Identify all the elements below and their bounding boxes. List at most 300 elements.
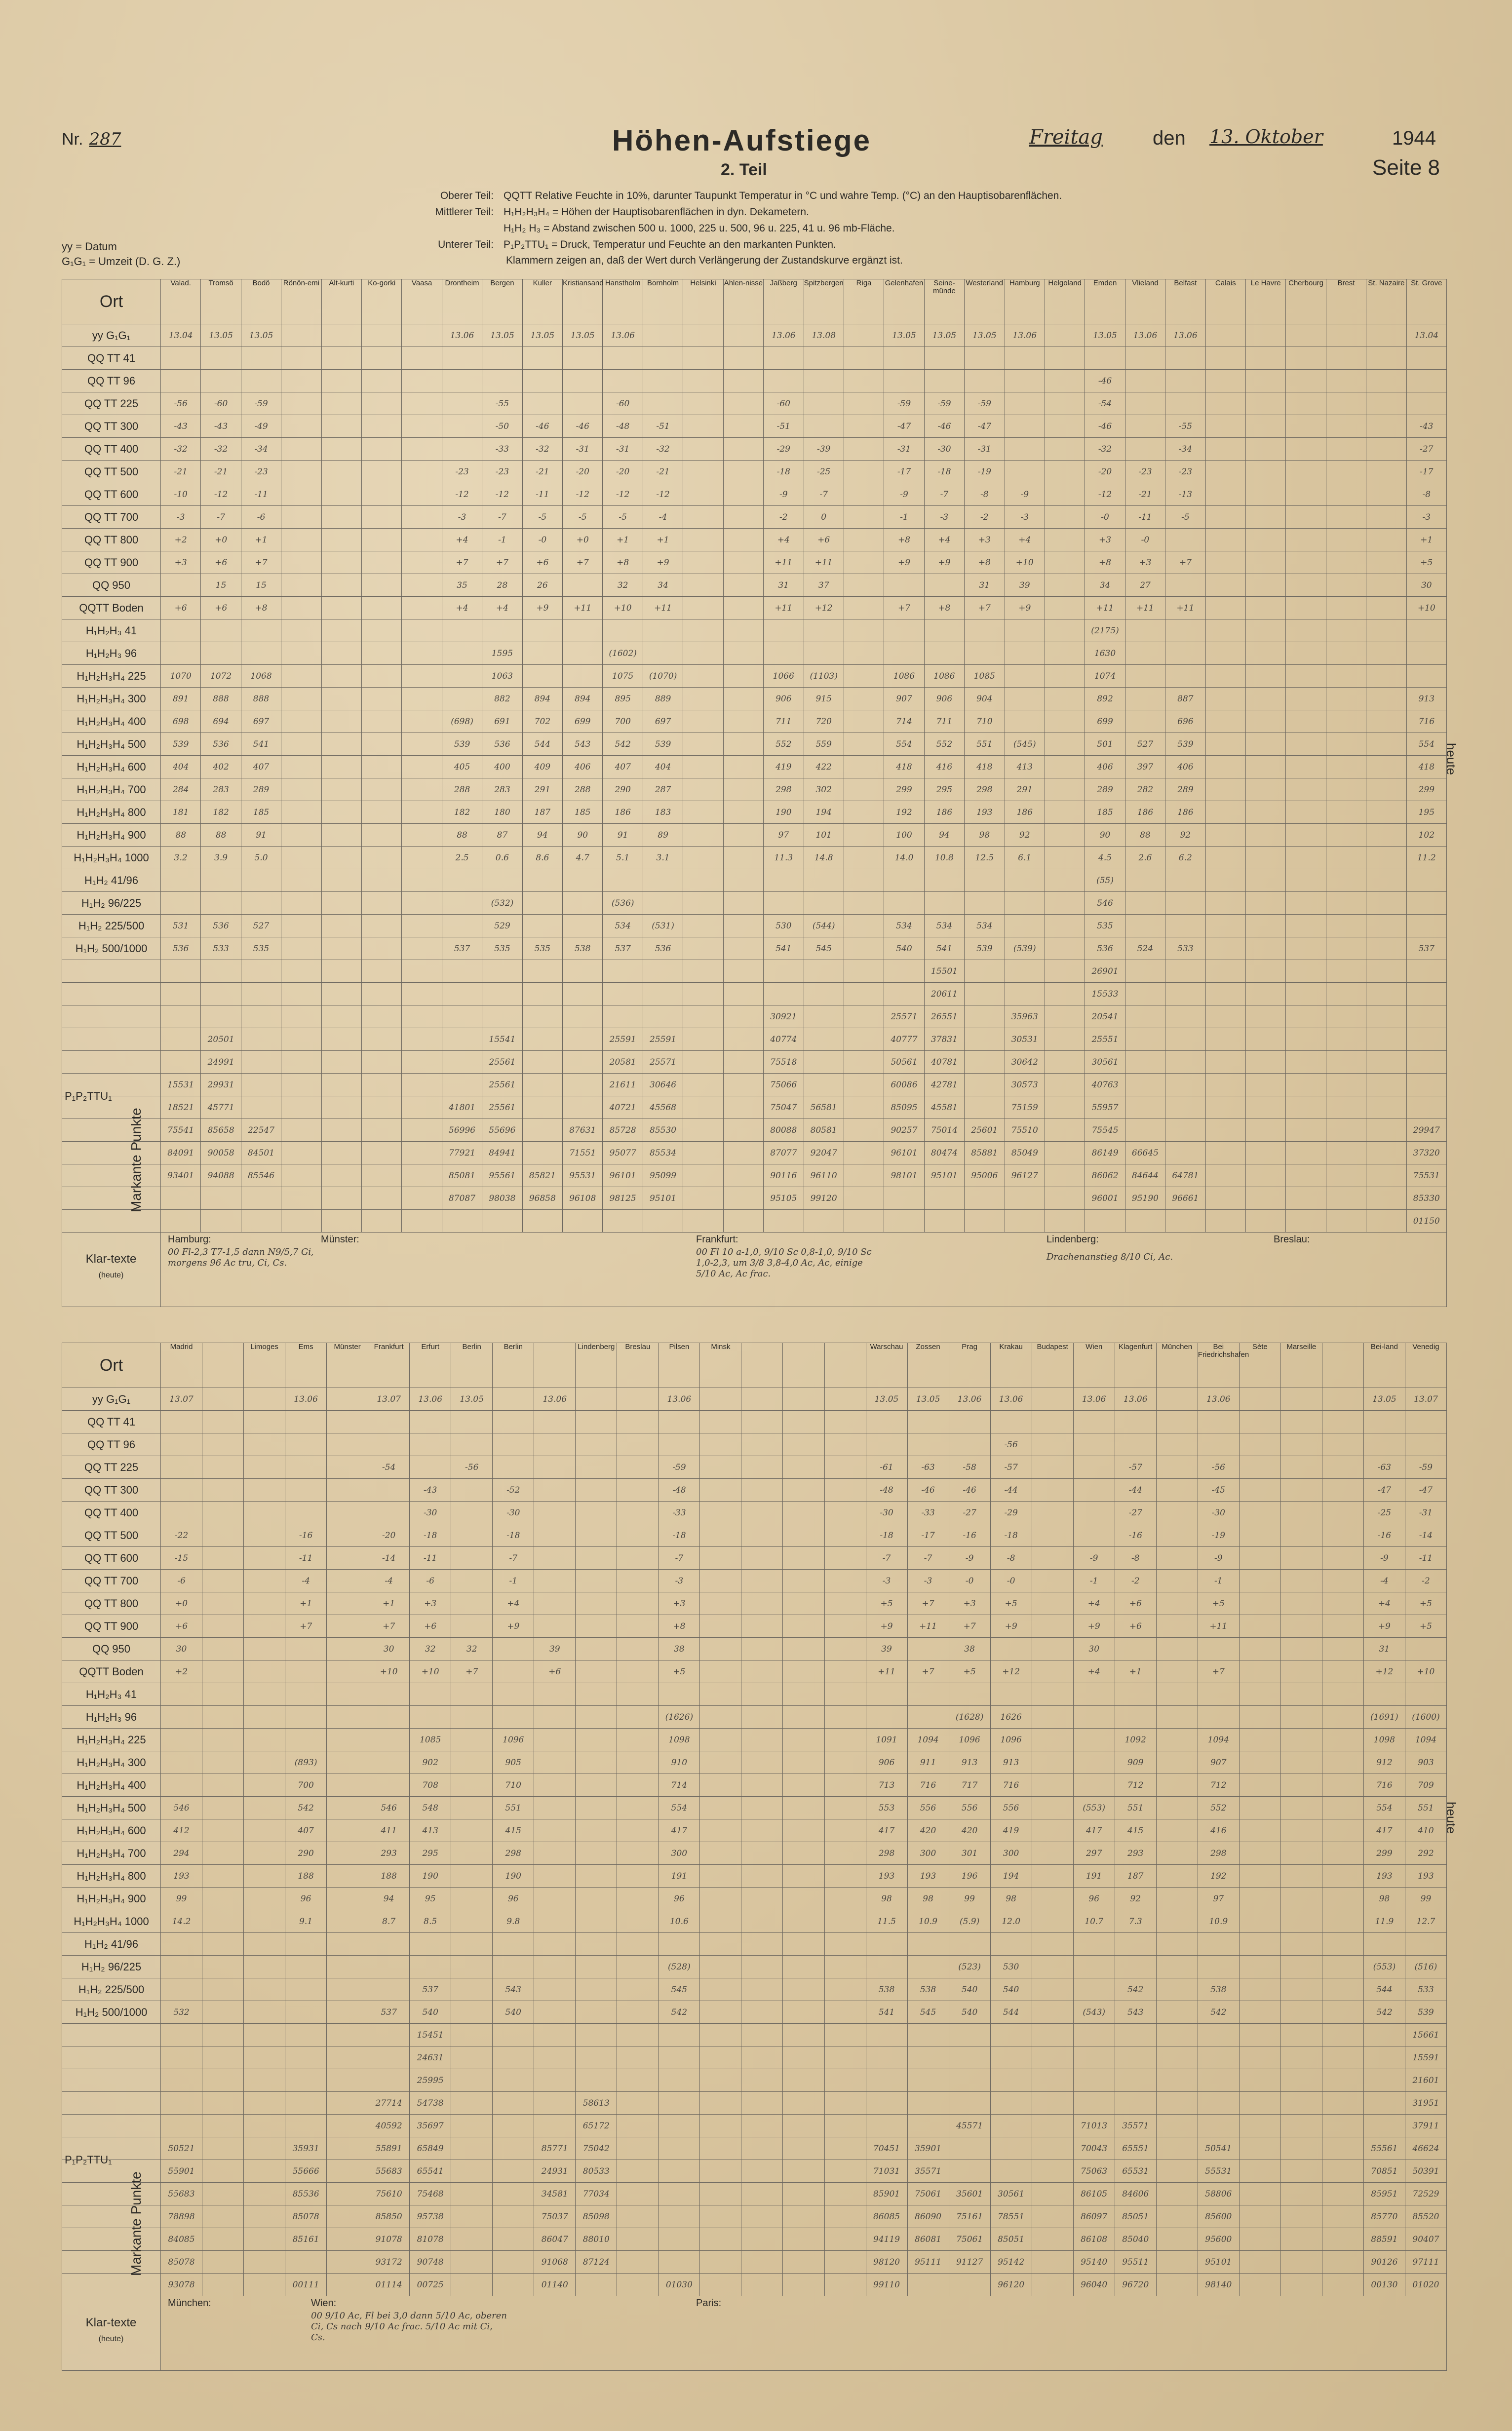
data-cell [321,778,361,801]
data-cell [451,1910,493,1933]
markante-cell [1032,2137,1073,2160]
station-header: Spitzbergen [804,279,844,324]
data-cell [1366,438,1406,461]
row-label: H₁H₂ 500/1000 [62,937,161,960]
data-cell [1366,461,1406,483]
markante-cell [493,2115,534,2137]
data-cell: 193 [907,1865,949,1888]
data-cell: 538 [563,937,603,960]
data-cell [241,619,281,642]
data-cell [643,642,683,665]
markante-cell [1286,1005,1326,1028]
markante-cell: 18521 [161,1096,201,1119]
data-cell: 191 [659,1865,700,1888]
table-row [62,1888,1447,1910]
data-cell: 536 [201,915,241,937]
data-cell: 553 [866,1797,907,1819]
table-row [62,1479,1447,1502]
data-cell [522,392,562,415]
markante-cell [362,1119,402,1142]
data-cell [1165,619,1205,642]
markante-cell [1286,1028,1326,1051]
markante-row [62,2092,1447,2115]
data-cell [741,1660,783,1683]
data-cell [1280,1615,1322,1638]
data-cell [1366,847,1406,869]
data-cell: 13.05 [201,324,241,347]
data-cell [1326,597,1366,619]
markante-cell [321,960,361,983]
data-cell: 187 [522,801,562,824]
data-cell [534,1706,576,1729]
markante-cell [281,1005,321,1028]
data-cell [1205,733,1245,756]
data-cell [723,529,763,551]
markante-cell [1280,2160,1322,2183]
data-cell: -18 [924,461,964,483]
data-cell [244,1547,285,1570]
markante-cell: 84644 [1125,1164,1165,1187]
data-cell [741,1797,783,1819]
legend [395,188,1062,253]
data-cell: 88 [442,824,482,847]
data-cell: -11 [1405,1547,1446,1570]
table-row [62,1933,1447,1956]
data-cell [402,597,442,619]
markante-cell [402,1005,442,1028]
markante-cell [844,1051,884,1074]
data-cell [1115,1433,1156,1456]
markante-label-cell [62,1210,161,1233]
markante-cell: 85728 [603,1119,643,1142]
legend-text: H₁H₂H₃H₄ = Höhen der Hauptisobarenflächen in dyn. Dekametern. [504,206,809,218]
data-cell [1156,2001,1198,2024]
markante-cell: 54738 [410,2092,451,2115]
markante-cell [1245,1051,1285,1074]
data-cell: 903 [1405,1751,1446,1774]
data-cell [1366,347,1406,370]
data-cell [327,1433,368,1456]
data-cell [327,1910,368,1933]
data-cell [824,1570,866,1592]
data-cell [281,756,321,778]
data-cell [327,1638,368,1660]
data-cell: 193 [965,801,1005,824]
data-cell: -8 [1115,1547,1156,1570]
data-cell: +4 [1073,1592,1115,1615]
markante-cell [321,1074,361,1096]
data-cell: +1 [368,1592,410,1615]
markante-cell [844,1164,884,1187]
data-cell [783,1865,824,1888]
markante-cell [244,2024,285,2046]
data-cell [202,1388,244,1411]
markante-cell [1280,2046,1322,2069]
data-cell: -7 [907,1547,949,1570]
markante-cell [1245,1096,1285,1119]
data-cell: -8 [1406,483,1446,506]
data-cell [362,688,402,710]
data-cell [1156,1615,1198,1638]
data-cell [534,1479,576,1502]
data-cell [244,1615,285,1638]
data-cell [844,869,884,892]
markante-cell [1125,1210,1165,1233]
data-cell [534,1978,576,2001]
markante-cell [700,2092,741,2115]
markante-cell [563,1051,603,1074]
data-cell [1326,551,1366,574]
data-cell [285,1978,327,2001]
data-cell: +7 [884,597,924,619]
markante-cell: 55683 [161,2183,202,2205]
data-cell [327,1729,368,1751]
markante-cell: 88010 [576,2228,617,2251]
data-cell [741,1910,783,1933]
data-cell: 98 [866,1888,907,1910]
data-cell [442,415,482,438]
station-header [534,1343,576,1388]
markante-cell: 86085 [866,2205,907,2228]
data-cell: 92 [1165,824,1205,847]
data-cell [327,1592,368,1615]
markante-row [62,2205,1447,2228]
data-cell: 559 [804,733,844,756]
markante-cell [804,1028,844,1051]
data-cell [804,370,844,392]
data-cell: 96 [493,1888,534,1910]
markante-cell [1032,2274,1073,2296]
data-cell: -9 [1363,1547,1405,1570]
markante-cell [1073,2092,1115,2115]
markante-cell [362,1142,402,1164]
data-cell [1239,1388,1280,1411]
data-cell: -25 [804,461,844,483]
markante-cell: 40763 [1085,1074,1125,1096]
markante-cell: 64781 [1165,1164,1205,1187]
markante-cell [1198,2024,1239,2046]
markante-cell [285,2092,327,2115]
data-cell: 30 [1406,574,1446,597]
data-cell: -2 [1115,1570,1156,1592]
data-cell [1032,1570,1073,1592]
data-cell [783,1547,824,1570]
data-cell: 533 [201,937,241,960]
markante-cell [1156,2046,1198,2069]
data-cell: -33 [482,438,522,461]
markante-cell [603,1210,643,1233]
data-cell [1032,1479,1073,1502]
data-cell [1322,1547,1363,1570]
markante-cell [965,1005,1005,1028]
data-cell [700,1592,741,1615]
markante-cell: 40774 [764,1028,804,1051]
markante-label-cell [62,2069,161,2092]
markante-cell [1205,960,1245,983]
data-cell [241,370,281,392]
data-cell: +0 [201,529,241,551]
data-cell [1322,1433,1363,1456]
data-cell [1326,937,1366,960]
data-cell [493,1683,534,1706]
data-cell [844,937,884,960]
data-cell [1280,1479,1322,1502]
table-row [62,415,1447,438]
markante-row [62,2228,1447,2251]
data-cell [327,1774,368,1797]
data-cell: 12.5 [965,847,1005,869]
data-cell [281,324,321,347]
data-cell [327,1524,368,1547]
markante-cell: 85881 [965,1142,1005,1164]
data-cell [1286,347,1326,370]
data-cell: -9 [1005,483,1045,506]
markante-cell [161,1028,201,1051]
data-cell: +4 [1073,1660,1115,1683]
data-cell [1005,665,1045,688]
markante-cell [1032,2046,1073,2069]
data-cell [700,1683,741,1706]
markante-cell [281,1187,321,1210]
data-cell [522,619,562,642]
data-cell: 717 [949,1774,990,1797]
data-cell: 894 [522,688,562,710]
data-cell [1322,1638,1363,1660]
data-cell: 417 [1363,1819,1405,1842]
data-cell: 546 [161,1797,202,1819]
data-cell: 407 [603,756,643,778]
station-header: St. Nazaire [1366,279,1406,324]
data-cell [617,1774,659,1797]
markante-cell: 88591 [1363,2228,1405,2251]
data-cell [1322,1819,1363,1842]
data-cell [1198,1433,1239,1456]
data-cell: -46 [924,415,964,438]
data-cell [534,1910,576,1933]
data-cell [723,665,763,688]
markante-cell [1326,1051,1366,1074]
data-cell: (553) [1073,1797,1115,1819]
data-cell: 13.06 [603,324,643,347]
data-cell [576,1865,617,1888]
data-cell [1326,392,1366,415]
markante-cell [1239,2046,1280,2069]
data-cell: 97 [764,824,804,847]
data-cell [576,1978,617,2001]
data-cell: (539) [1005,937,1045,960]
data-cell: 413 [410,1819,451,1842]
data-cell [327,1956,368,1978]
markante-cell: 75037 [534,2205,576,2228]
data-cell [1322,1592,1363,1615]
row-label: H₁H₂H₃ 41 [62,1683,161,1706]
data-cell: -20 [368,1524,410,1547]
markante-cell: 75610 [368,2183,410,2205]
data-cell [884,347,924,370]
data-cell [362,778,402,801]
data-cell [1322,1524,1363,1547]
data-cell [576,1388,617,1411]
markante-cell [723,1210,763,1233]
markante-cell [1286,960,1326,983]
markante-cell [741,2251,783,2274]
data-cell: 91 [241,824,281,847]
markante-cell: 95101 [924,1164,964,1187]
data-cell: 4.5 [1085,847,1125,869]
data-cell: 539 [1405,2001,1446,2024]
station-header: Limoges [244,1343,285,1388]
data-cell [161,1479,202,1502]
row-label: QQ TT 900 [62,551,161,574]
data-cell [804,392,844,415]
data-cell [617,1479,659,1502]
station-header: Gelenhafen [884,279,924,324]
data-cell [844,892,884,915]
data-cell: 548 [410,1797,451,1819]
data-cell: +3 [965,529,1005,551]
station-header [824,1343,866,1388]
markante-cell: 99120 [804,1187,844,1210]
markante-cell: 87631 [563,1119,603,1142]
data-cell [1005,688,1045,710]
data-cell [281,551,321,574]
data-cell: (531) [643,915,683,937]
data-cell: -31 [884,438,924,461]
markante-cell [1239,2205,1280,2228]
data-cell [783,1797,824,1819]
markante-cell [1239,2251,1280,2274]
data-cell: 290 [285,1842,327,1865]
markante-row [62,2251,1447,2274]
data-cell [534,1797,576,1819]
data-cell: -6 [410,1570,451,1592]
data-cell: 540 [949,2001,990,2024]
markante-cell: 84085 [161,2228,202,2251]
data-cell: +7 [442,551,482,574]
data-cell [683,778,723,801]
data-cell: 6.1 [1005,847,1045,869]
row-label: QQ TT 96 [62,370,161,392]
markante-cell [1156,2115,1198,2137]
markante-cell [362,960,402,983]
data-cell: 404 [643,756,683,778]
data-cell: 13.05 [924,324,964,347]
data-cell [1406,915,1446,937]
data-cell [321,619,361,642]
data-cell: -46 [522,415,562,438]
data-cell: -31 [965,438,1005,461]
data-cell: 415 [493,1819,534,1842]
data-cell [844,392,884,415]
row-label: H₁H₂H₃H₄ 1000 [62,1910,161,1933]
data-cell [1286,733,1326,756]
data-cell [493,1660,534,1683]
data-cell [741,1978,783,2001]
markante-cell [522,1005,562,1028]
markante-cell [949,2024,990,2046]
data-cell: 544 [522,733,562,756]
markante-cell: 84091 [161,1142,201,1164]
data-cell [244,1978,285,2001]
markante-cell [1280,2205,1322,2228]
data-cell [1005,461,1045,483]
markante-cell [1326,1074,1366,1096]
data-cell [202,1910,244,1933]
data-cell [1366,937,1406,960]
data-cell: 91 [603,824,643,847]
data-cell [723,710,763,733]
data-cell: 551 [1115,1797,1156,1819]
data-cell: 1096 [990,1729,1032,1751]
data-cell [281,824,321,847]
data-cell: -56 [1198,1456,1239,1479]
data-cell [723,937,763,960]
markante-cell: 96101 [603,1164,643,1187]
station-header: Breslau [617,1343,659,1388]
data-cell [764,370,804,392]
markante-cell: 50391 [1405,2160,1446,2183]
data-cell [1245,438,1285,461]
data-cell: 720 [804,710,844,733]
markante-cell [327,2069,368,2092]
data-cell [1326,642,1366,665]
data-cell [281,347,321,370]
markante-cell [741,2274,783,2296]
station-header: Kuller [522,279,562,324]
data-cell [563,347,603,370]
markante-cell [700,2137,741,2160]
data-cell [1245,869,1285,892]
data-cell [824,1592,866,1615]
data-cell [161,1729,202,1751]
data-cell: 530 [764,915,804,937]
markante-cell: 91127 [949,2251,990,2274]
data-cell: 542 [603,733,643,756]
data-cell: 188 [368,1865,410,1888]
table-row [62,619,1447,642]
data-cell [1045,915,1085,937]
markante-cell [1366,1051,1406,1074]
markante-cell [451,2251,493,2274]
data-cell [1156,1433,1198,1456]
markante-cell [1326,1005,1366,1028]
data-cell [321,915,361,937]
data-cell: +9 [643,551,683,574]
data-cell: 13.05 [866,1388,907,1411]
markante-cell: 01140 [534,2274,576,2296]
data-cell [321,733,361,756]
data-cell: 13.06 [285,1388,327,1411]
data-cell: -16 [949,1524,990,1547]
data-cell [244,1819,285,1842]
data-cell: +11 [1085,597,1125,619]
data-cell: -30 [410,1502,451,1524]
data-cell [576,1660,617,1683]
data-cell [576,1706,617,1729]
data-cell [783,1638,824,1660]
markante-cell: 80474 [924,1142,964,1164]
markante-cell: 15533 [1085,983,1125,1005]
data-cell: 13.06 [534,1388,576,1411]
data-cell [281,619,321,642]
data-cell [683,415,723,438]
data-cell [741,1456,783,1479]
data-cell [741,1774,783,1797]
data-cell: +6 [201,597,241,619]
data-cell [576,1411,617,1433]
data-cell [368,1479,410,1502]
data-cell: -32 [201,438,241,461]
